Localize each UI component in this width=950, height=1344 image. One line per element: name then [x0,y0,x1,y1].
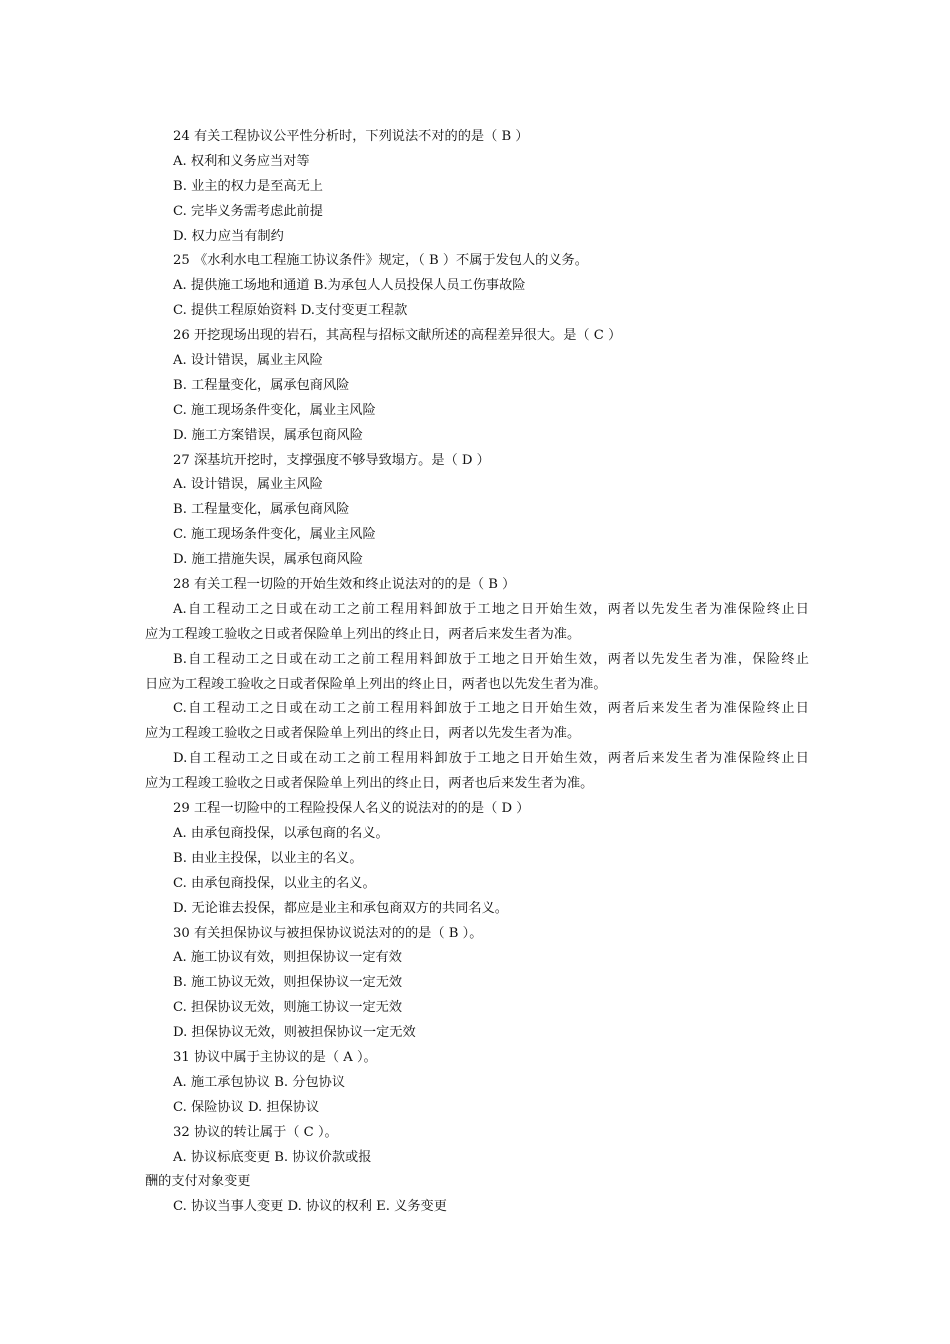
text-line: C. 提供工程原始资料 D.支付变更工程款 [173,303,408,319]
document-body [145,125,809,1220]
text-line: 应为工程竣工验收之日或者保险单上列出的终止日，两者也后来发生者为准。 [145,776,594,792]
text-line: A. 权利和义务应当对等 [173,153,310,169]
text-line: B. 工程量变化，属承包商风险 [173,502,350,518]
text-line: D.自工程动工之日或在动工之前工程用料卸放于工地之日开始生效，两者后来发生者为准保险终止日 [173,751,809,767]
text-line: C. 施工现场条件变化，属业主风险 [173,527,376,543]
text-line: A. 提供施工场地和通道 B.为承包人人员投保人员工伤事故险 [173,278,526,294]
text-line: 25 《水利水电工程施工协议条件》规定，（ B ）不属于发包人的义务。 [173,253,588,269]
text-line: B. 业主的权力是至高无上 [173,178,323,194]
text-line: 日应为工程竣工验收之日或者保险单上列出的终止日，两者也以先发生者为准。 [145,676,607,692]
text-line: B. 工程量变化，属承包商风险 [173,377,350,393]
text-line: D. 施工措施失误，属承包商风险 [173,552,363,568]
text-line: 酬的支付对象变更 [145,1174,251,1190]
text-line: B. 由业主投保，以业主的名义。 [173,850,363,866]
text-line: C. 协议当事人变更 D. 协议的权利 E. 义务变更 [173,1199,447,1215]
text-line: D. 权力应当有制约 [173,228,284,244]
text-line: A. 设计错误，属业主风险 [173,477,323,493]
text-line: B.自工程动工之日或在动工之前工程用料卸放于工地之日开始生效，两者以先发生者为准，保险终止 [173,651,809,667]
text-line: 应为工程竣工验收之日或者保险单上列出的终止日，两者后来发生者为准。 [145,626,581,642]
text-line: 30 有关担保协议与被担保协议说法对的的是（ B ）。 [173,925,483,941]
text-line: A. 施工承包协议 B. 分包协议 [173,1074,346,1090]
text-line: C. 保险协议 D. 担保协议 [173,1099,320,1115]
text-line: A. 协议标底变更 B. 协议价款或报 [173,1149,372,1165]
text-line: A. 施工协议有效，则担保协议一定有效 [173,950,402,966]
text-line: A. 设计错误，属业主风险 [173,353,323,369]
text-line: C. 由承包商投保，以业主的名义。 [173,875,376,891]
text-line: 24 有关工程协议公平性分析时，下列说法不对的的是（ B ） [173,129,529,144]
text-line: 31 协议中属于主协议的是（ A ）。 [173,1049,377,1065]
text-line: C. 施工现场条件变化，属业主风险 [173,402,376,418]
text-line: 27 深基坑开挖时，支撑强度不够导致塌方。是（ D ） [173,452,490,468]
text-line: D. 无论谁去投保，都应是业主和承包商双方的共同名义。 [173,900,508,916]
text-line: A.自工程动工之日或在动工之前工程用料卸放于工地之日开始生效，两者以先发生者为准保险终止日 [173,601,809,617]
text-line: 32 协议的转让属于（ C ）。 [173,1124,338,1140]
text-line: 26 开挖现场出现的岩石，其高程与招标文献所述的高程差异很大。是（ C ） [173,328,622,344]
text-line: D. 担保协议无效，则被担保协议一定无效 [173,1025,416,1041]
text-line: D. 施工方案错误，属承包商风险 [173,427,363,443]
text-line: B. 施工协议无效，则担保协议一定无效 [173,975,403,991]
text-line: 29 工程一切险中的工程险投保人名义的说法对的的是（ D ） [173,801,530,817]
text-line: C. 担保协议无效，则施工协议一定无效 [173,1000,403,1016]
text-line: C. 完毕义务需考虑此前提 [173,203,323,219]
text-line: 应为工程竣工验收之日或者保险单上列出的终止日，两者以先发生者为准。 [145,726,581,742]
text-line: 28 有关工程一切险的开始生效和终止说法对的的是（ B ） [173,577,516,593]
text-line: A. 由承包商投保，以承包商的名义。 [173,825,389,841]
text-line: C.自工程动工之日或在动工之前工程用料卸放于工地之日开始生效，两者后来发生者为准保险终止日 [173,701,809,717]
